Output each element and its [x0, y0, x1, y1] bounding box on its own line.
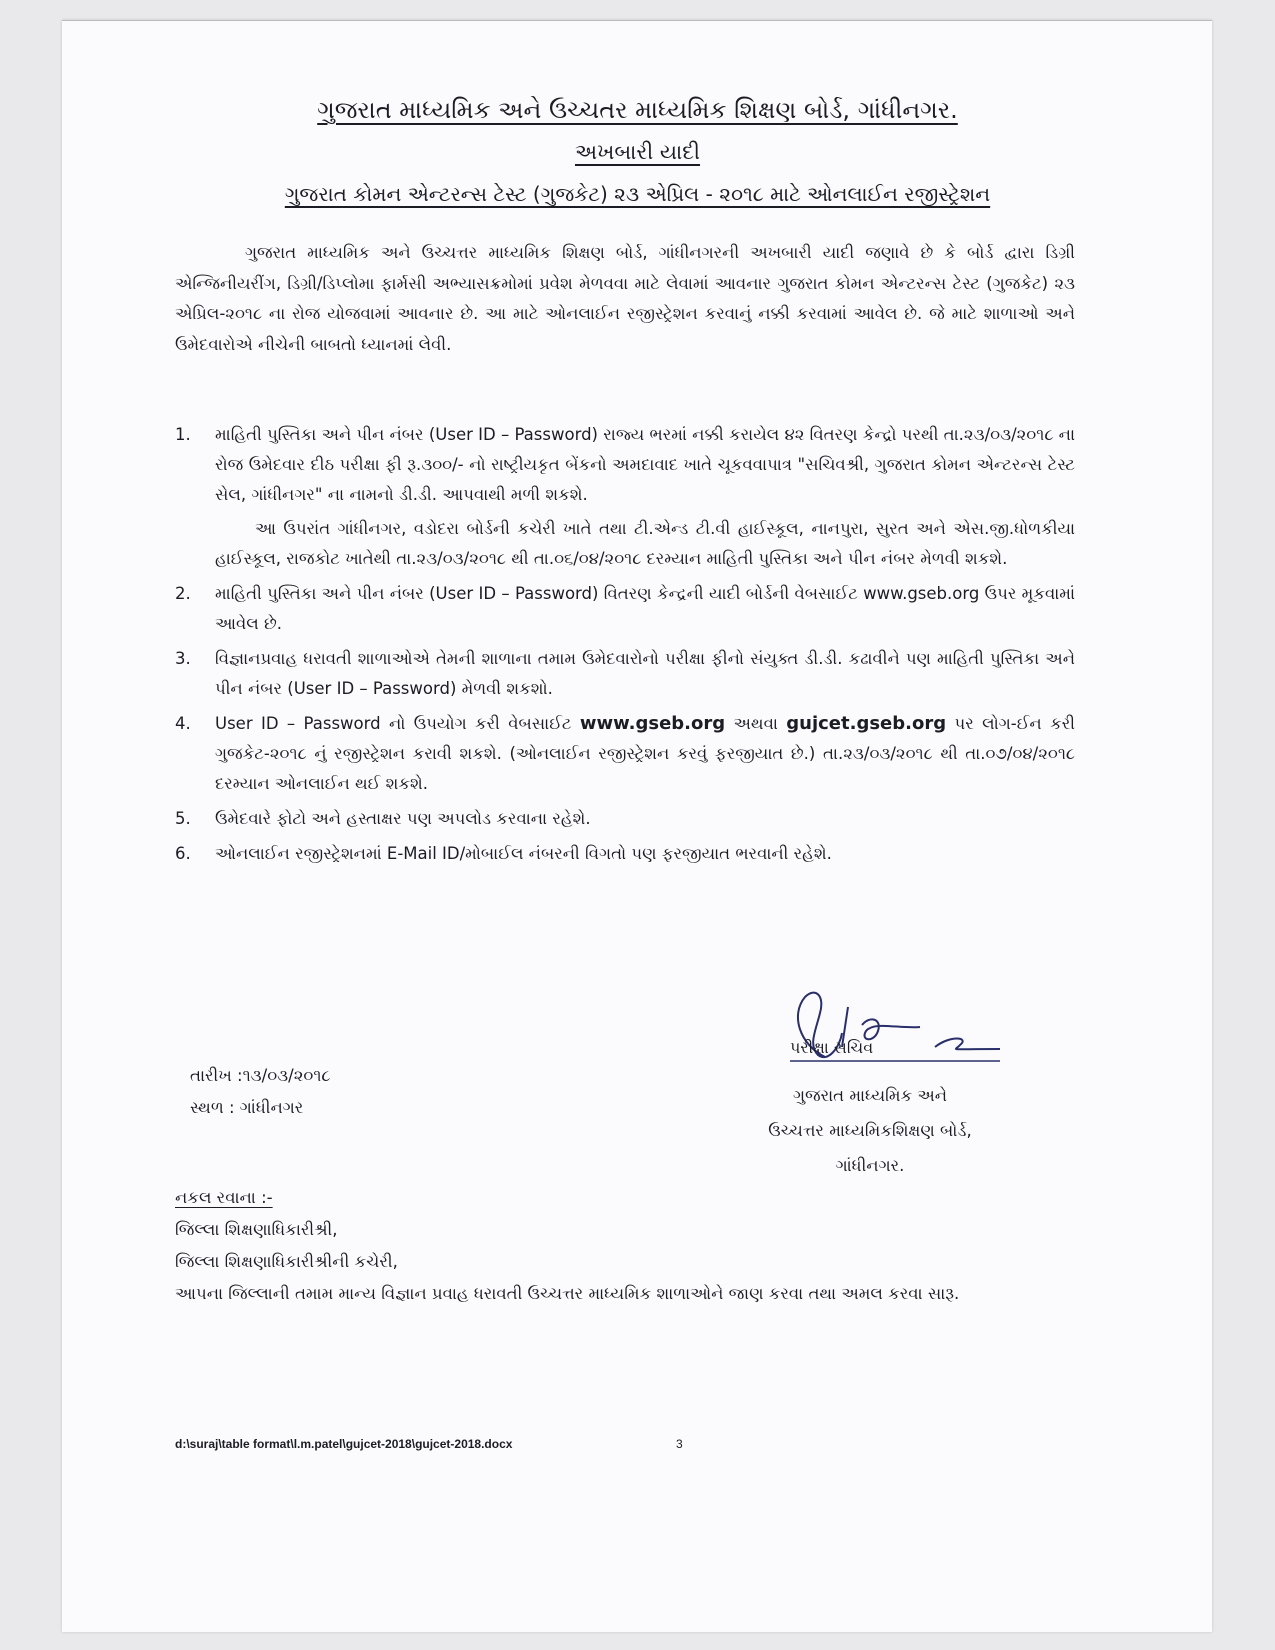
list-number: 1.: [175, 425, 191, 444]
list-item: [175, 804, 1075, 834]
press-release-heading: અખબારી યાદી: [574, 140, 701, 164]
office-line: ગાંધીનગર.: [835, 1156, 905, 1175]
list-item-subparagraph: આ ઉપરાંત ગાંધીનગર, વડોદરા બોર્ડની કચેરી ખાતે તથા ટી.એન્ડ ટી.વી હાઈસ્કૂલ, નાનપુરા, સુરત અને એસ.જી.ધોળકીયા હાઈસ્કૂલ, રાજકોટ ખાતેથી તા.૨૩/૦૩/૨૦૧૮ થી તા.૦૬/૦૪/૨૦૧૮ દરમ્યાન માહિતી પુસ્તિકા અને પીન નંબર મેળવી શકશે.: [215, 519, 1075, 568]
list-item: [175, 644, 1075, 704]
copy-heading: નકલ રવાના :-: [175, 1188, 273, 1207]
issue-date: તારીખ :૧૩/૦૩/૨૦૧૮: [190, 1066, 331, 1085]
list-number: 2.: [175, 584, 191, 603]
file-path-footer: d:\suraj\table format\l.m.patel\gujcet-2018\gujcet-2018.docx: [175, 1437, 513, 1451]
issue-place: સ્થળ : ગાંધીનગર: [190, 1098, 304, 1117]
list-number: 4.: [175, 714, 191, 733]
list-item-text-pre: User ID – Password નો ઉપયોગ કરી વેબસાઈટ: [215, 714, 580, 733]
website-link-gseb: www.gseb.org: [579, 713, 726, 734]
subject-heading: ગુજરાત કોમન એન્ટરન્સ ટેસ્ટ (ગુજકેટ) ૨૩ એપ્રિલ - ૨૦૧૮ માટે ઓનલાઈન રજીસ્ટ્રેશન: [284, 182, 991, 206]
instruction-list: [175, 420, 1075, 874]
board-title: ગુજરાત માધ્યમિક અને ઉચ્ચતર માધ્યમિક શિક્ષણ બોર્ડ, ગાંધીનગર.: [317, 96, 958, 124]
copy-forwarded-block: [175, 1182, 1075, 1310]
date-place-block: [190, 1060, 331, 1124]
copy-recipient: જિલ્લા શિક્ષણાધિકારીશ્રીની કચેરી,: [175, 1252, 398, 1271]
list-number: 3.: [175, 649, 191, 668]
office-line: ગુજરાત માધ્યમિક અને: [792, 1086, 948, 1105]
handwritten-signature: [770, 985, 1010, 1075]
list-number: 6.: [175, 844, 191, 863]
copy-instruction: આપના જિલ્લાની તમામ માન્ય વિજ્ઞાન પ્રવાહ ધરાવતી ઉચ્ચત્તર માધ્યમિક શાળાઓને જાણ કરવા તથા અમલ કરવા સારૂ.: [175, 1284, 960, 1303]
intro-paragraph: ગુજરાત માધ્યમિક અને ઉચ્ચત્તર માધ્યમિક શિક્ષણ બોર્ડ, ગાંધીનગરની અખબારી યાદી જણાવે છે કે બોર્ડ દ્વારા ડિગ્રી એન્જિનીયરીંગ, ડિગ્રી/ડિપ્લોમા ફાર્મસી અભ્યાસક્રમોમાં પ્રવેશ મેળવવા માટે લેવામાં આવનાર ગુજરાત કોમન એન્ટરન્સ ટેસ્ટ (ગુજકેટ) ૨૩ એપ્રિલ-૨૦૧૮ ના રોજ યોજવામાં આવનાર છે. આ માટે ઓનલાઈન રજીસ્ટ્રેશન કરવાનું નક્કી કરવામાં આવેલ છે. જે માટે શાળાઓ અને ઉમેદવારોએ નીચેની બાબતો ધ્યાનમાં લેવી.: [175, 243, 1075, 354]
office-line: ઉચ્ચત્તર માધ્યમિકશિક્ષણ બોર્ડ,: [768, 1121, 972, 1140]
list-item: [175, 839, 1075, 869]
list-item: [175, 579, 1075, 639]
list-item-text: માહિતી પુસ્તિકા અને પીન નંબર (User ID – Password) વિતરણ કેન્દ્રની યાદી બોર્ડની વેબસાઈટ www.gseb.org ઉપર મૂકવામાં આવેલ છે.: [215, 584, 1075, 633]
website-link-gujcet: gujcet.gseb.org: [786, 713, 947, 734]
list-item-text-post: પર લોગ-ઈન કરી ગુજકેટ-૨૦૧૮ નું રજીસ્ટ્રેશન કરાવી શકશે. (ઓનલાઈન રજીસ્ટ્રેશન કરવું ફરજીયાત છે.) તા.૨૩/૦૩/૨૦૧૮ થી તા.૦૭/૦૪/૨૦૧૮ દરમ્યાન ઓનલાઈન થઈ શકશે.: [215, 714, 1075, 793]
list-item-text: વિજ્ઞાનપ્રવાહ ધરાવતી શાળાઓએ તેમની શાળાના તમામ ઉમેદવારોનો પરીક્ષા ફીનો સંયુક્ત ડી.ડી. કઢાવીને પણ માહિતી પુસ્તિકા અને પીન નંબર (User ID – Password) મેળવી શકશો.: [215, 649, 1075, 698]
list-item-text-mid: અથવા: [725, 714, 787, 733]
issuing-office: [720, 1078, 1020, 1183]
list-number: 5.: [175, 809, 191, 828]
exam-secretary-label: પરીક્ષા સચિવ: [790, 1038, 874, 1057]
list-item: [175, 709, 1075, 799]
list-item-text: માહિતી પુસ્તિકા અને પીન નંબર (User ID – Password) રાજ્ય ભરમાં નક્કી કરાયેલ ૪૨ વિતરણ કેન્દ્રો પરથી તા.૨૩/૦૩/૨૦૧૮ ના રોજ ઉમેદવાર દીઠ પરીક્ષા ફી રૂ.૩૦૦/- નો રાષ્ટ્રીયકૃત બેંકનો અમદાવાદ ખાતે ચૂકવવાપાત્ર "સચિવશ્રી, ગુજરાત કોમન એન્ટરન્સ ટેસ્ટ સેલ, ગાંધીનગર" ના નામનો ડી.ડી. આપવાથી મળી શકશે.: [215, 425, 1075, 504]
page-number: 3: [676, 1437, 683, 1451]
list-item-text: ઓનલાઈન રજીસ્ટ્રેશનમાં E-Mail ID/મોબાઈલ નંબરની વિગતો પણ ફરજીયાત ભરવાની રહેશે.: [215, 844, 832, 863]
page-top-edge: [62, 20, 1212, 21]
list-item-text: ઉમેદવારે ફોટો અને હસ્તાક્ષર પણ અપલોડ કરવાના રહેશે.: [215, 809, 591, 828]
list-item: [175, 420, 1075, 574]
copy-recipient: જિલ્લા શિક્ષણાધિકારીશ્રી,: [175, 1220, 338, 1239]
